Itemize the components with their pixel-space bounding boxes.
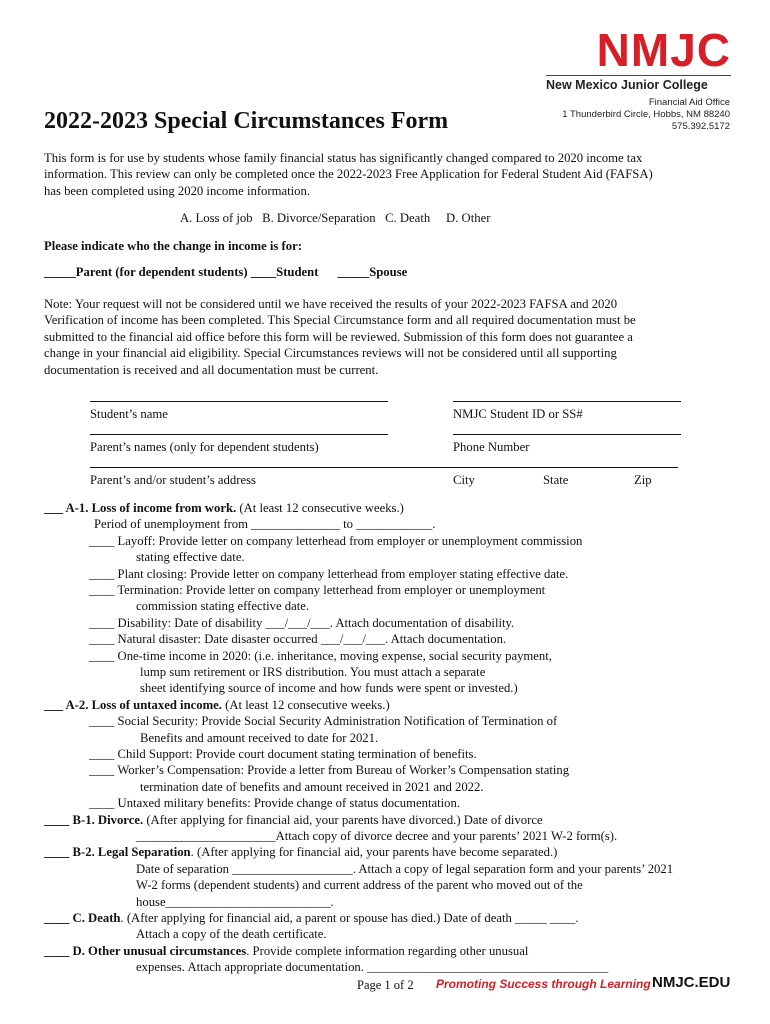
item-text: W-2 forms (dependent students) and current address of the parent who moved out of the (136, 878, 583, 893)
item-line (136, 861, 673, 877)
item-heading: ___ A-1. Loss of income from work. (44, 501, 237, 515)
item-text: Benefits and amount received to date for 2021. (140, 730, 379, 745)
intro-line: information. This review can only be completed once the 2022-2023 Free Application for Federal Student Aid (FAFSA) (44, 167, 653, 182)
office-phone: 575.392.5172 (671, 121, 730, 132)
student-name-line[interactable] (90, 401, 388, 402)
intro-line: This form is for use by students whose family financial status has significantly changed compared to 2020 income tax (44, 151, 643, 165)
item-text: ____ Termination: Provide letter on company letterhead from employer or unemployment (89, 583, 546, 597)
item-line (89, 746, 477, 762)
item-line[interactable] (44, 500, 404, 516)
item-line (140, 664, 485, 680)
office-name: Financial Aid Office (648, 97, 730, 108)
item-line (136, 828, 617, 844)
form-title: 2022-2023 Special Circumstances Form (44, 108, 449, 134)
item-heading: ____ C. Death (44, 911, 121, 925)
student-name-label: Student’s name (90, 407, 168, 421)
item-line (136, 549, 245, 565)
item-text: ______________________Attach copy of divorce decree and your parents’ 2021 W-2 form(s). (136, 829, 618, 843)
item-text: commission stating effective date. (136, 599, 310, 614)
note-line: Verification of income has been completed. This Special Circumstance form and all required documentation must be (44, 313, 636, 328)
item-line (136, 877, 583, 893)
item-text: (At least 12 consecutive weeks.) (221, 697, 390, 712)
logo-mark: NMJC (596, 24, 731, 76)
item-text: ____ Disability: Date of disability ___/___/___. Attach documentation of disability. (89, 615, 515, 630)
who-options[interactable]: _____Parent (for dependent students) ____Student _____Spouse (44, 265, 408, 279)
item-text: stating effective date. (136, 550, 245, 565)
phone-label: Phone Number (453, 440, 530, 454)
item-line (140, 680, 518, 696)
student-id-label: NMJC Student ID or SS# (453, 407, 583, 421)
item-line (136, 598, 309, 614)
item-text: sheet identifying source of income and how funds were spent or invested.) (140, 681, 518, 696)
item-line (140, 730, 378, 746)
intro-paragraph (44, 150, 653, 199)
item-text: ____ Child Support: Provide court document stating termination of benefits. (89, 747, 477, 761)
office-street: 1 Thunderbird Circle, Hobbs, NM 88240 (562, 109, 730, 120)
item-line (89, 582, 545, 598)
item-text: expenses. Attach appropriate documentation. ______________________________________ (136, 960, 609, 975)
nmjc-logo (546, 24, 731, 92)
zip-label: Zip (634, 473, 652, 487)
item-text: ____ Worker’s Compensation: Provide a letter from Bureau of Worker’s Compensation stating (89, 763, 570, 778)
item-text: . (After applying for financial aid, your parents have become separated.) (190, 845, 558, 860)
item-line[interactable] (44, 844, 557, 860)
item-text: Attach a copy of the death certificate. (136, 927, 327, 942)
item-text: ____ Layoff: Provide letter on company letterhead from employer or unemployment commission (89, 533, 583, 548)
item-text: Date of separation ___________________. Attach a copy of legal separation form and your parents’ 2021 (136, 861, 674, 876)
parent-names-line[interactable] (90, 434, 388, 435)
item-line[interactable] (44, 812, 543, 828)
item-heading: ____ B-2. Legal Separation (44, 845, 191, 860)
item-heading: ____ D. Other unusual circumstances (44, 943, 247, 958)
item-line (89, 648, 552, 664)
address-line[interactable] (90, 467, 678, 468)
item-text: . Provide complete information regarding other unusual (246, 943, 529, 958)
item-line[interactable] (44, 943, 528, 959)
phone-line[interactable] (453, 434, 681, 435)
item-heading: ___ A-2. Loss of untaxed income. (44, 697, 222, 712)
item-text: ____ Natural disaster: Date disaster occurred ___/___/___. Attach documentation. (89, 632, 507, 647)
item-text: termination date of benefits and amount received in 2021 and 2022. (140, 779, 484, 794)
student-id-line[interactable] (453, 401, 681, 402)
item-line (136, 894, 334, 910)
item-text: . (After applying for financial aid, a parent or spouse has died.) Date of death _____ ____. (120, 911, 579, 925)
item-line (136, 926, 327, 942)
item-text: (At least 12 consecutive weeks.) (236, 501, 404, 515)
address-label: Parent’s and/or student’s address (90, 473, 256, 487)
item-line (140, 779, 484, 795)
item-line (89, 713, 557, 729)
item-line (89, 795, 460, 811)
note-line: change in your financial aid eligibility. Special Circumstances reviews will not be considered until all supporting (44, 346, 617, 361)
item-line (89, 762, 569, 778)
item-line (94, 516, 435, 532)
item-text: ____ Plant closing: Provide letter on company letterhead from employer stating effective date. (89, 566, 569, 581)
office-address (562, 97, 730, 133)
item-text: ____ Untaxed military benefits: Provide change of status documentation. (89, 796, 461, 811)
note-paragraph (44, 296, 636, 378)
item-line[interactable] (44, 697, 390, 713)
item-heading: ____ B-1. Divorce. (44, 812, 144, 827)
item-text: ____ One-time income in 2020: (i.e. inheritance, moving expense, social security payment, (89, 648, 552, 663)
item-line (89, 615, 514, 631)
item-line (136, 959, 608, 975)
footer-slogan: Promoting Success through Learning (436, 977, 651, 991)
item-text: lump sum retirement or IRS distribution. You must attach a separate (140, 665, 486, 679)
footer-website: NMJC.EDU (652, 974, 731, 991)
item-line[interactable] (44, 910, 579, 926)
item-line (89, 533, 582, 549)
reason-list: A. Loss of job B. Divorce/Separation C. Death D. Other (180, 211, 491, 225)
item-text: house__________________________. (136, 894, 334, 909)
item-line (89, 631, 506, 647)
item-text: ____ Social Security: Provide Social Security Administration Notification of Termination of (89, 714, 558, 729)
intro-line: has been completed using 2020 income information. (44, 183, 311, 198)
page-number: Page 1 of 2 (357, 978, 414, 992)
item-text: Period of unemployment from ______________ to ____________. (94, 517, 436, 532)
logo-college-name: New Mexico Junior College (546, 75, 731, 92)
item-line (89, 566, 568, 582)
who-prompt: Please indicate who the change in income is for: (44, 239, 302, 253)
state-label: State (543, 473, 569, 487)
note-line: documentation is received and all documentation must be current. (44, 362, 379, 377)
note-line: submitted to the financial aid office before this form will be reviewed. Submission of this form does not guarantee a (44, 329, 633, 344)
note-line: Note: Your request will not be considered until we have received the results of your 2022-2023 FAFSA and 2020 (44, 297, 618, 311)
item-text: (After applying for financial aid, your parents have divorced.) Date of divorce (143, 812, 543, 827)
city-label: City (453, 473, 475, 487)
parent-names-label: Parent’s names (only for dependent students) (90, 440, 319, 454)
